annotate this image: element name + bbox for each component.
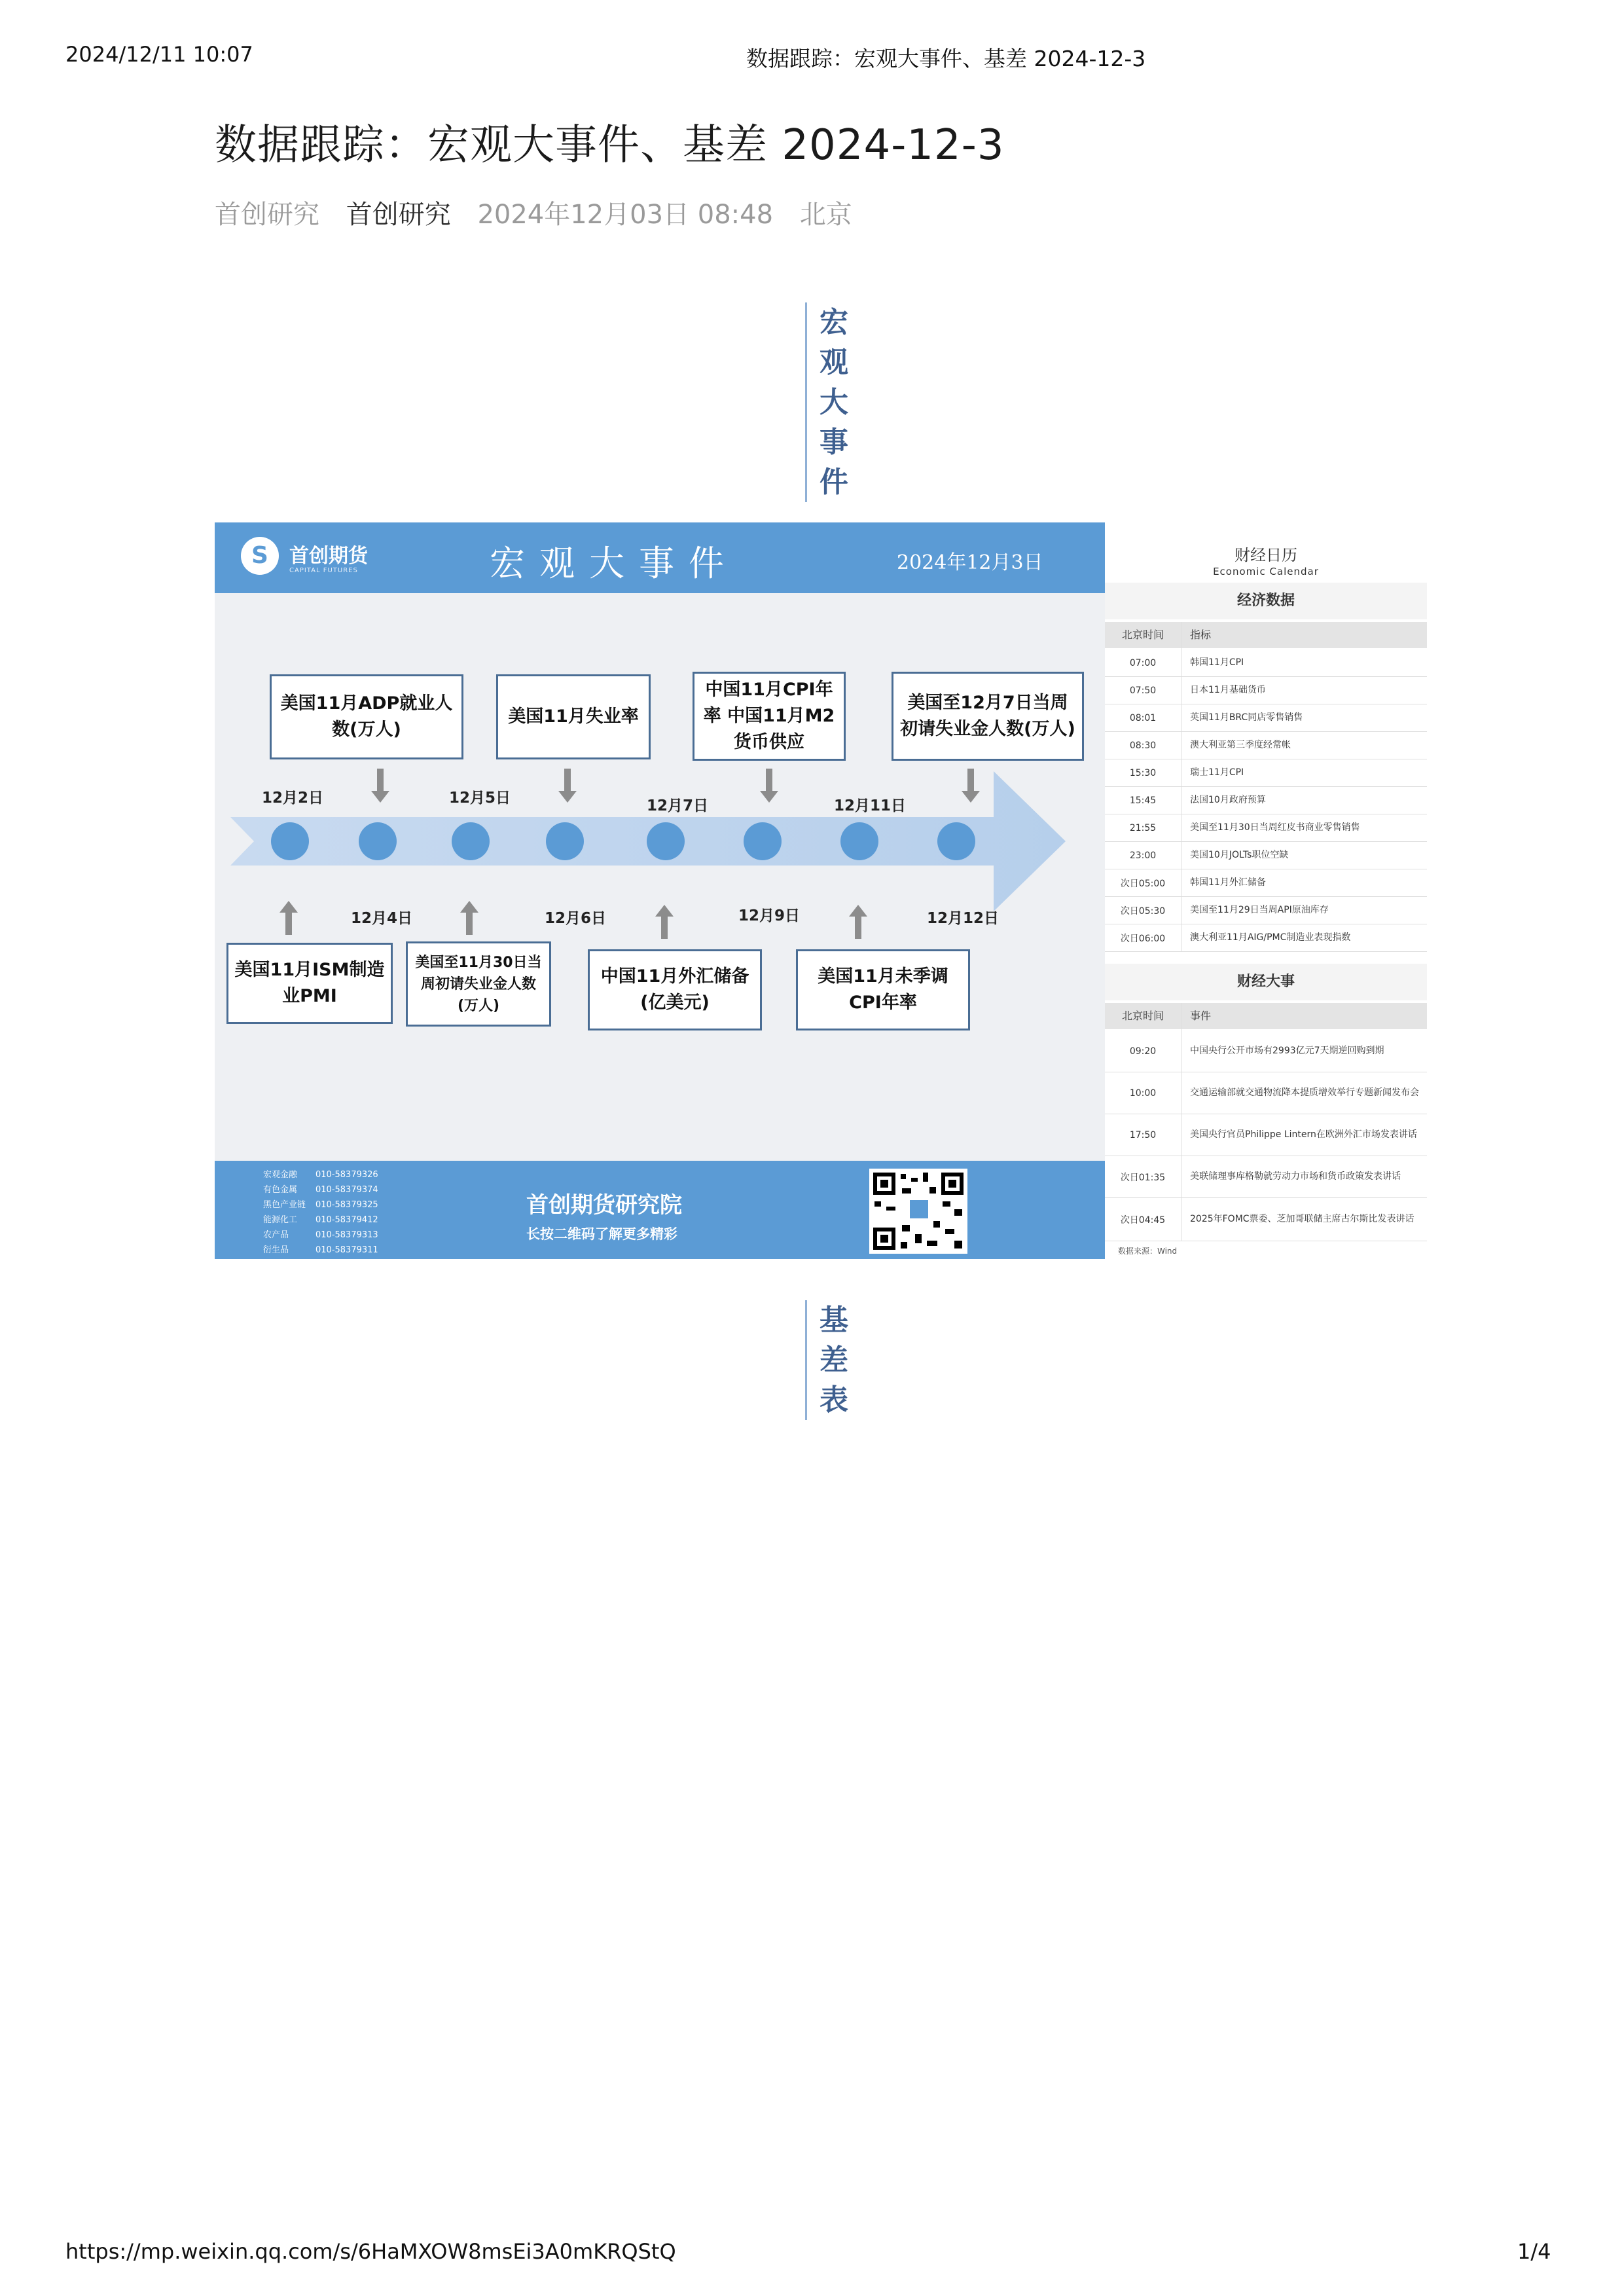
section-heading-basis	[805, 1300, 852, 1420]
timeline-date-label: 12月4日	[351, 910, 413, 927]
financial-event-row: 17:50 美国央行官员Philippe Lintern在欧洲外汇市场发表讲话	[1105, 1114, 1427, 1156]
event-box-bottom: 美国至11月30日当周初请失业金人数(万人)	[406, 941, 551, 1027]
timeline-date-label: 12月12日	[927, 910, 1000, 927]
timeline-dot	[937, 822, 975, 860]
infographic-footer	[215, 1161, 1105, 1259]
economic-data-row: 次日05:00 韩国11月外汇储备	[1105, 869, 1427, 897]
company-name: 首创期货	[289, 545, 368, 568]
timeline-dot	[647, 822, 685, 860]
section-heading-char: 表	[820, 1383, 848, 1417]
event-box-top: 美国11月失业率	[496, 674, 651, 759]
qr-instruction: 长按二维码了解更多精彩	[526, 1226, 677, 1242]
timeline-date-label: 12月11日	[834, 797, 907, 814]
contact-line: 黑色产业链 010-58379325	[263, 1200, 378, 1210]
down-arrow-icon	[967, 769, 974, 792]
event-box-bottom: 美国11月ISM制造业PMI	[226, 943, 393, 1024]
article-title: 数据跟踪：宏观大事件、基差 2024-12-3	[215, 121, 1005, 170]
timeline-date-label: 12月7日	[647, 797, 709, 814]
infographic-date: 2024年12月3日	[897, 551, 1043, 574]
publish-time: 2024年12月03日 08:48	[477, 200, 774, 230]
economic-data-row: 次日05:30 美国至11月29日当周API原油库存	[1105, 897, 1427, 924]
timeline-date-label: 12月5日	[449, 790, 511, 807]
timeline-dot	[271, 822, 309, 860]
event-box-bottom: 美国11月未季调CPI年率	[796, 949, 970, 1030]
research-institute-name: 首创期货研究院	[526, 1192, 682, 1218]
contact-line: 能源化工 010-58379412	[263, 1215, 378, 1225]
economic-calendar-panel	[1105, 522, 1427, 1259]
print-page-number: 1/4	[1517, 2239, 1551, 2264]
print-datetime: 2024/12/11 10:07	[65, 42, 253, 67]
column-header-time: 北京时间	[1121, 629, 1164, 641]
financial-event-row: 次日04:45 2025年FOMC票委、芝加哥联储主席古尔斯比发表讲话	[1105, 1198, 1427, 1241]
financial-event-row: 次日01:35 美联储理事库格勒就劳动力市场和货币政策发表讲话	[1105, 1156, 1427, 1198]
economic-data-heading: 经济数据	[1105, 583, 1427, 619]
economic-data-row: 次日06:00 澳大利亚11月AIG/PMC制造业表现指数	[1105, 924, 1427, 952]
economic-data-row: 15:30 瑞士11月CPI	[1105, 759, 1427, 787]
down-arrow-icon	[377, 769, 384, 792]
print-header-title: 数据跟踪：宏观大事件、基差 2024-12-3	[746, 46, 1146, 71]
timeline-dot	[359, 822, 397, 860]
column-header-event: 事件	[1190, 1010, 1212, 1022]
timeline-dot	[546, 822, 584, 860]
contact-line: 农产品 010-58379313	[263, 1230, 378, 1240]
macro-events-infographic	[215, 522, 1105, 1259]
section-heading-char: 事	[820, 426, 848, 459]
article-meta	[215, 194, 871, 231]
account-name[interactable]: 首创研究	[215, 200, 319, 230]
down-arrow-icon	[766, 769, 772, 792]
contact-line: 宏观金融 010-58379326	[263, 1170, 378, 1180]
qr-code-icon[interactable]	[869, 1169, 967, 1254]
timeline-date-label: 12月9日	[738, 907, 801, 924]
infographic-title: 宏观大事件	[490, 543, 738, 584]
timeline-dot	[744, 822, 782, 860]
economic-data-row: 08:30 澳大利亚第三季度经常帐	[1105, 732, 1427, 759]
event-box-top: 美国11月ADP就业人数(万人)	[270, 674, 463, 759]
economic-data-header-row	[1105, 622, 1427, 648]
contact-line: 衍生品 010-58379311	[263, 1245, 378, 1255]
economic-data-row: 23:00 美国10月JOLTs职位空缺	[1105, 842, 1427, 869]
down-arrow-icon	[564, 769, 571, 792]
economic-data-row: 07:00 韩国11月CPI	[1105, 649, 1427, 677]
calendar-title: 财经日历	[1235, 546, 1297, 564]
contact-line: 有色金属 010-58379374	[263, 1185, 378, 1195]
company-logo-icon: S	[241, 537, 279, 575]
infographic-header	[215, 522, 1105, 593]
economic-data-row: 08:01 英国11月BRC同店零售销售	[1105, 704, 1427, 732]
print-page-url[interactable]: https://mp.weixin.qq.com/s/6HaMXOW8msEi3A0mKRQStQ	[65, 2239, 676, 2264]
event-box-top: 中国11月CPI年率 中国11月M2货币供应	[693, 672, 846, 761]
calendar-subtitle: Economic Calendar	[1213, 566, 1319, 577]
section-heading-char: 宏	[820, 306, 848, 339]
section-heading-char: 观	[820, 346, 848, 379]
economic-data-row: 15:45 法国10月政府预算	[1105, 787, 1427, 814]
section-heading-char: 大	[820, 386, 848, 419]
section-heading-char: 件	[820, 465, 848, 499]
section-heading-char: 基	[820, 1303, 848, 1337]
column-header-item: 指标	[1190, 629, 1212, 641]
up-arrow-icon	[855, 915, 861, 939]
data-source-note: 数据来源：Wind	[1118, 1247, 1178, 1256]
timeline-dot	[840, 822, 878, 860]
author-name[interactable]: 首创研究	[346, 200, 451, 230]
financial-events-heading: 财经大事	[1105, 964, 1427, 1000]
economic-data-row: 21:55 美国至11月30日当周红皮书商业零售销售	[1105, 814, 1427, 842]
timeline-date-label: 12月6日	[545, 910, 607, 927]
publish-location: 北京	[799, 200, 852, 230]
timeline-dot	[452, 822, 490, 860]
section-heading-char: 差	[820, 1343, 848, 1377]
up-arrow-icon	[466, 911, 473, 935]
column-header-time: 北京时间	[1121, 1010, 1164, 1022]
up-arrow-icon	[661, 915, 668, 939]
up-arrow-icon	[285, 911, 292, 935]
company-name-en: CAPITAL FUTURES	[289, 567, 358, 574]
event-box-bottom: 中国11月外汇储备(亿美元)	[588, 949, 762, 1030]
event-box-top: 美国至12月7日当周初请失业金人数(万人)	[892, 672, 1084, 761]
financial-event-row: 10:00 交通运输部就交通物流降本提质增效举行专题新闻发布会	[1105, 1072, 1427, 1114]
section-heading-macro	[805, 302, 852, 502]
financial-events-header-row	[1105, 1003, 1427, 1029]
economic-data-row: 07:50 日本11月基础货币	[1105, 677, 1427, 704]
financial-event-row: 09:20 中国央行公开市场有2993亿元7天期逆回购到期	[1105, 1030, 1427, 1072]
timeline-date-label: 12月2日	[262, 790, 324, 807]
